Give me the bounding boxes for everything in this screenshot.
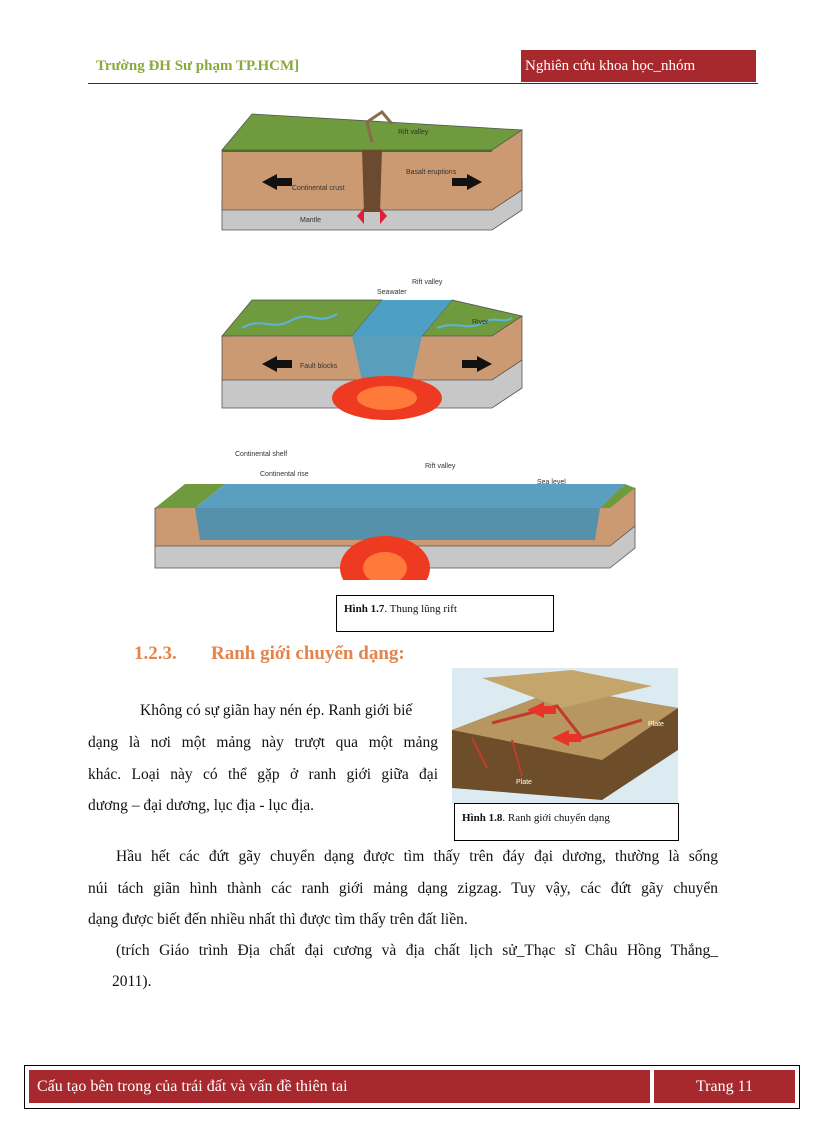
section-title: Ranh giới chuyển dạng: bbox=[211, 643, 405, 664]
section-number: 1.2.3. bbox=[134, 643, 177, 664]
rift-stage-3-diagram bbox=[155, 451, 635, 580]
figure-1-8-transform-boundary bbox=[452, 668, 678, 804]
header-school: Trường ĐH Sư phạm TP.HCM] bbox=[96, 58, 300, 74]
label-basalt-eruptions: Basalt eruptions bbox=[406, 169, 457, 176]
label-fault-blocks: Fault blocks bbox=[300, 363, 338, 370]
figure-1-8-caption bbox=[454, 803, 679, 841]
label-plate-top: Plate bbox=[648, 721, 664, 728]
paragraph-1-line-4: dương – đại dương, lục địa - lục địa. bbox=[88, 797, 315, 814]
paragraph-2-line-2: núi tách giãn hình thành các ranh giới mảng dạng zigzag. Tuy vậy, các đứt gãy chuyển bbox=[88, 880, 718, 897]
label-rift-valley-2: Rift valley bbox=[412, 279, 443, 286]
label-sea-level: Sea level bbox=[537, 479, 566, 486]
citation-line-1: (trích Giáo trình Địa chất đại cương và địa chất lịch sử_Thạc sĩ Châu Hồng Thắng_ bbox=[116, 942, 718, 959]
label-rift-valley-1: Rift valley bbox=[398, 129, 429, 136]
figure-1-8-caption-number: Hình 1.8 bbox=[462, 812, 503, 824]
label-continental-crust: Continental crust bbox=[292, 185, 345, 192]
label-seawater: Seawater bbox=[377, 289, 407, 296]
label-continental-shelf: Continental shelf bbox=[235, 451, 288, 458]
label-continental-rise: Continental rise bbox=[260, 471, 309, 478]
rift-stage-2-diagram bbox=[222, 279, 522, 420]
header-project: Nghiên cứu khoa học_nhóm bbox=[521, 50, 756, 82]
figure-1-8-caption-text: . Ranh giới chuyển dạng bbox=[502, 812, 610, 824]
label-river: River bbox=[472, 319, 489, 326]
paragraph-1-line-2: dạng là nơi một mảng này trượt qua một mảng bbox=[88, 734, 438, 751]
figure-1-7-caption-text: . Thung lũng rift bbox=[384, 603, 457, 615]
footer-title: Cấu tạo bên trong của trái đất và vấn đề thiên tai bbox=[29, 1070, 650, 1103]
citation-line-2: 2011). bbox=[112, 973, 152, 990]
paragraph-2-line-1: Hầu hết các đứt gãy chuyển dạng được tìm thấy trên đáy đại dương, thường là sống bbox=[116, 848, 718, 865]
figure-1-7-caption-number: Hình 1.7 bbox=[344, 603, 385, 615]
rift-stage-1-diagram bbox=[222, 112, 522, 230]
paragraph-1-line-1: Không có sự giãn hay nén ép. Ranh giới biế bbox=[140, 702, 413, 719]
label-plate-bottom: Plate bbox=[516, 779, 532, 786]
label-mantle: Mantle bbox=[300, 217, 322, 224]
footer-page-number: Trang 11 bbox=[654, 1070, 795, 1103]
label-rift-valley-3: Rift valley bbox=[425, 463, 456, 470]
figure-1-7-rift-diagrams bbox=[150, 110, 640, 580]
figure-1-7-caption bbox=[336, 595, 554, 632]
header-rule bbox=[88, 83, 758, 84]
paragraph-1-line-3: khác. Loại này có thể gặp ở ranh giới giữa đại bbox=[88, 766, 438, 783]
paragraph-2-line-3: dạng được biết đến nhiều nhất thì được tìm thấy trên đất liền. bbox=[88, 911, 468, 928]
